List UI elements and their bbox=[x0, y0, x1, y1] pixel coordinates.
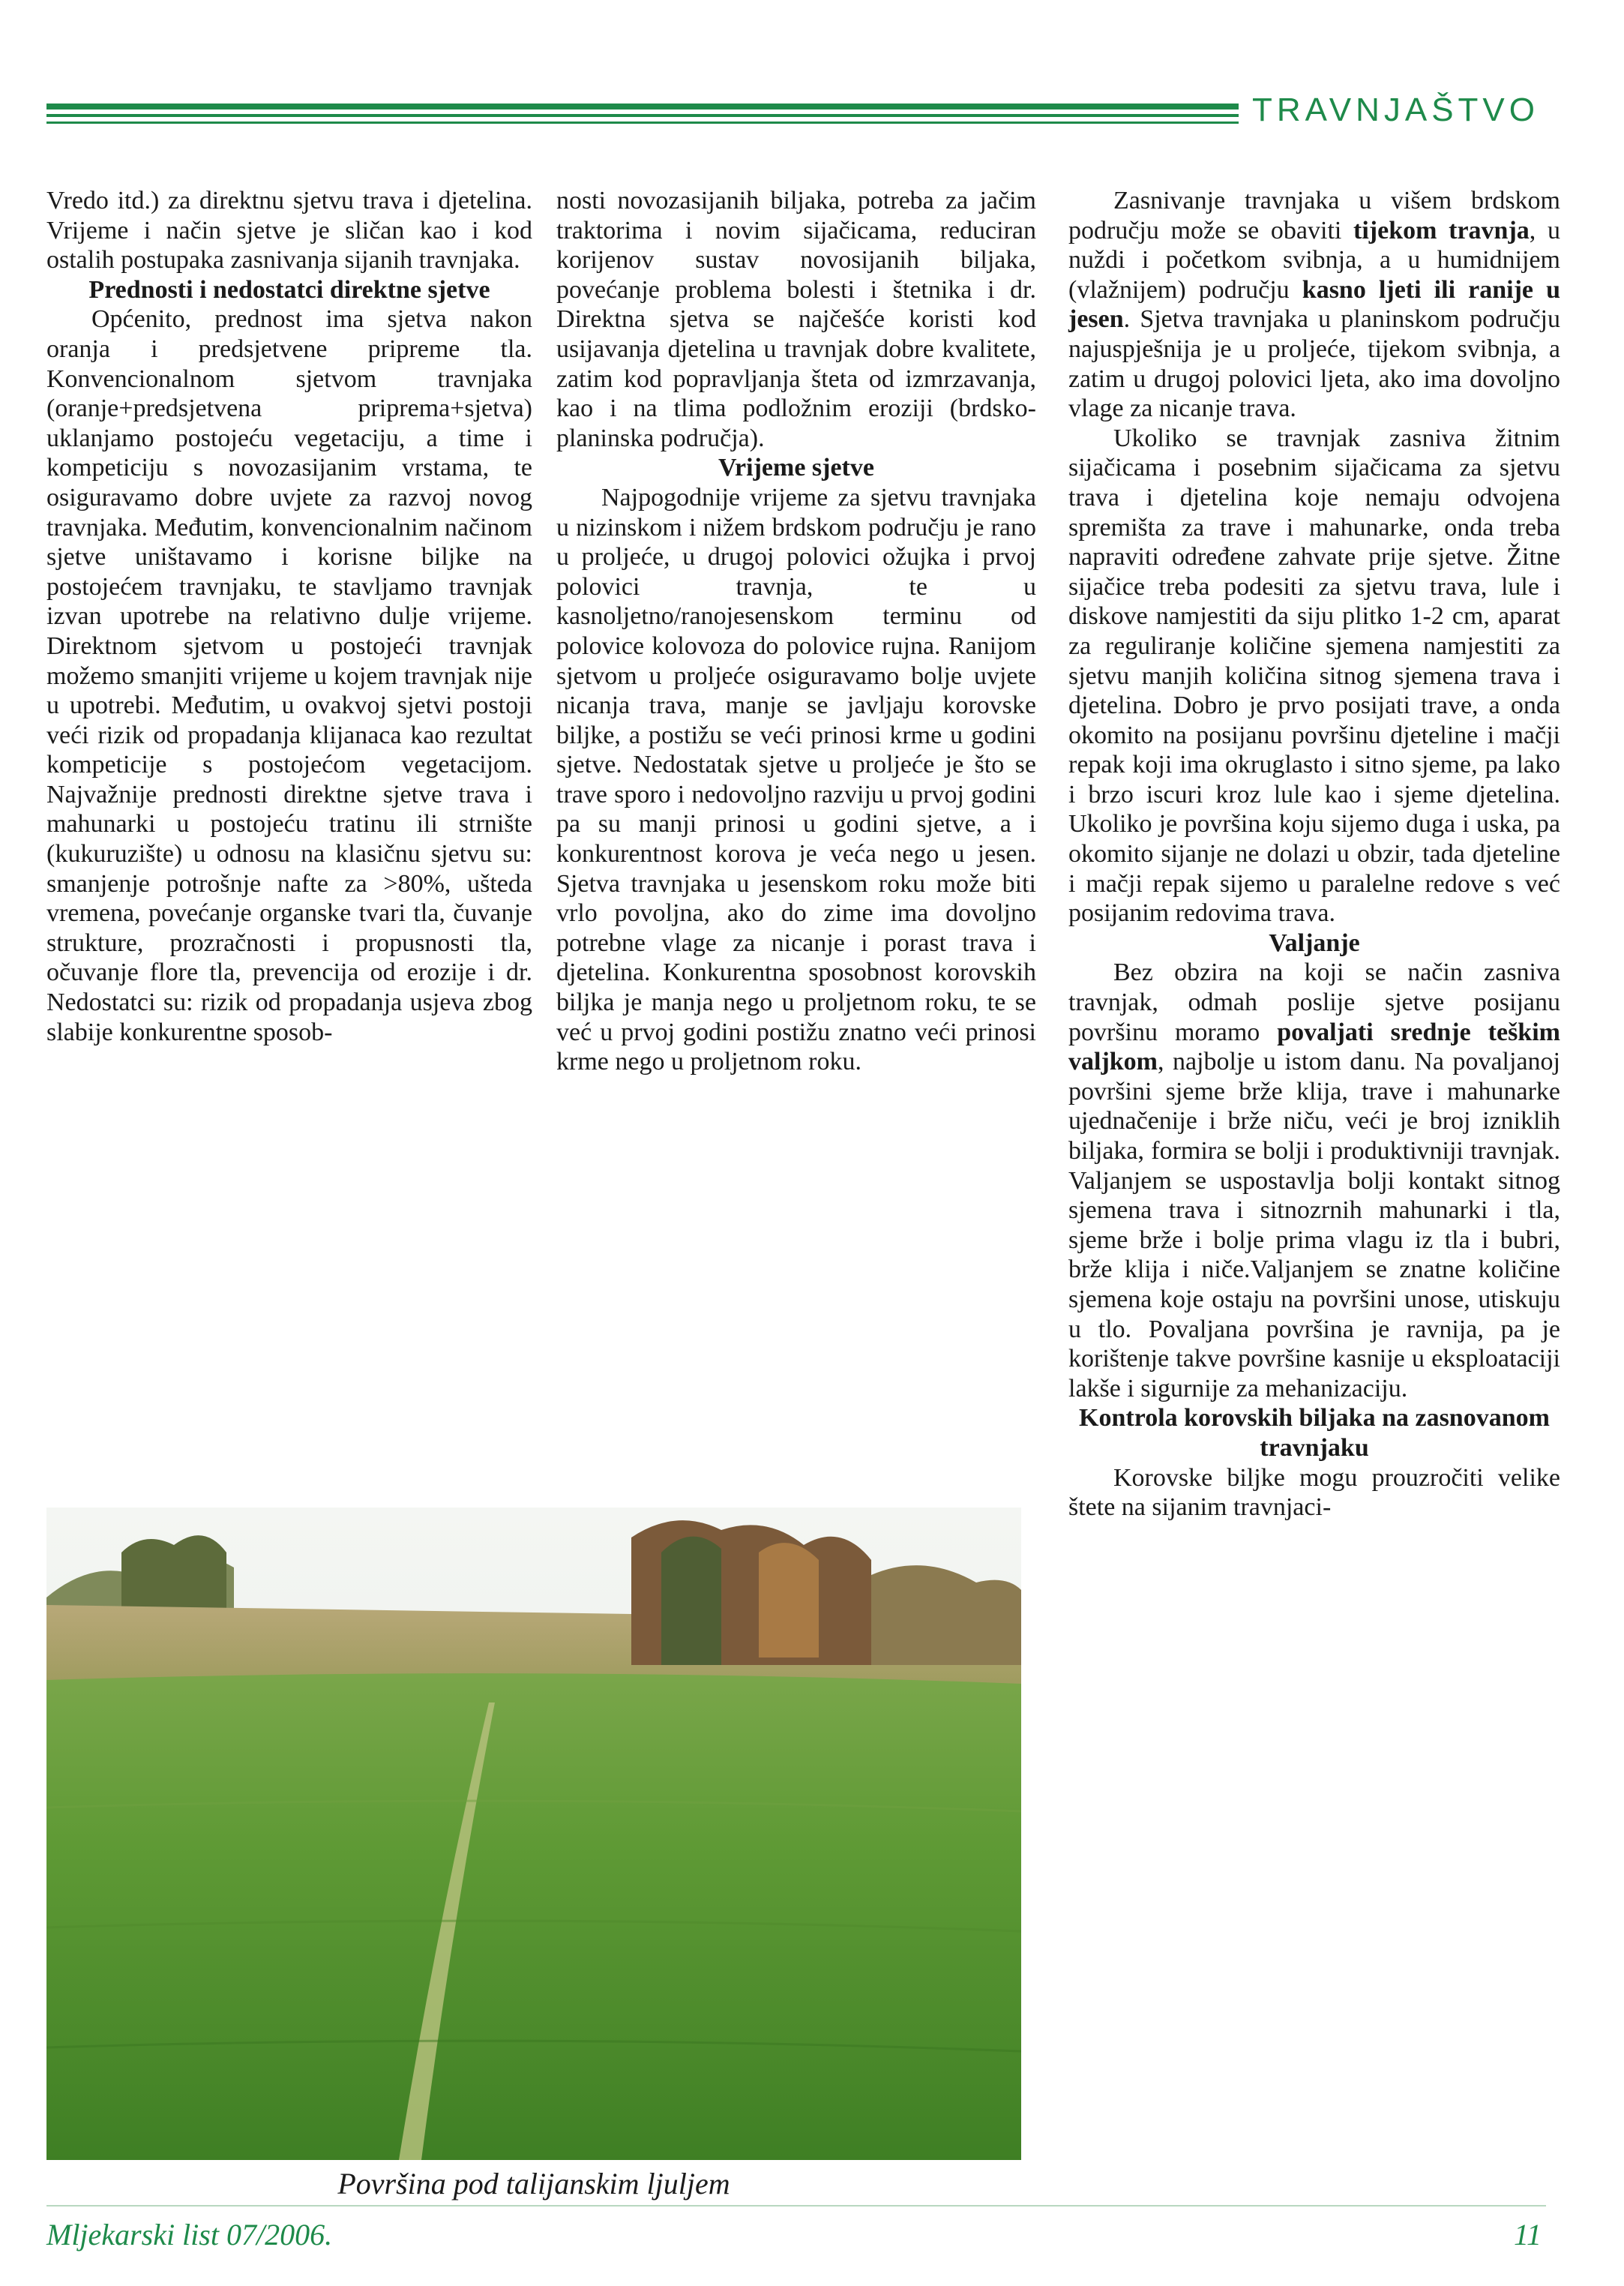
paragraph: Najpogodnije vrijeme za sjetvu travnjaka u nizinskom i nižem brdskom području je rano u proljeće, u drugoj polovici ožujka i prvoj polovici travnja, te u kasnoljetno/ranojesenskom terminu od polovice kolovoza do polovice rujna. Ranijom sjetvom u proljeće osiguravamo bolje uvjete nicanja trava, manje se javljaju korovske biljke, a postižu se veći prinosi krme u godini sjetve. Nedostatak sjetve u proljeće je što se trave sporo i nedovoljno razviju u prvoj godini pa su manji prinosi u godini sjetve, a i konkurentnost korova je veća nego u jesen. Sjetva travnjaka u jesenskom roku može biti vrlo povoljna, ako do zime ima dovoljno potrebne vlage za nicanje i porast trava i djetelina. Konkurentna sposobnost korovskih biljka je manja nego u proljetnom roku, te se već u prvoj godini postižu znatno veći prinosi krme nego u proljetnom roku. bbox=[556, 483, 1036, 1076]
text-column-2 bbox=[556, 186, 1036, 1077]
paragraph: Ukoliko se travnjak zasniva žitnim sijačicama i posebnim sijačicama za sjetvu trava i djetelina koje nemaju odvojena spremišta za trave i mahunarke, onda treba napraviti određene zahvate prije sjetve. Žitne sijačice treba podesiti za sjetvu trava, lule i diskove namjestiti da siju plitko 1-2 cm, aparat za reguliranje količine sjemena namjestiti za sjetvu manjih količina sitnog sjemena trava i djetelina. Dobro je prvo posijati trave, a onda okomito na posijanu površinu djeteline i mačji repak koji ima okruglasto i sitno sjeme, pa lako i brzo iscuri kroz lule kao i sjeme djetelina. Ukoliko je površina koju sijemo duga i uska, pa okomito sijanje ne dolazi u obzir, tada djeteline i mačji repak sijemo u paralelne redove s već posijanim redovima trava. bbox=[1068, 424, 1560, 928]
text-column-3 bbox=[1068, 186, 1560, 1522]
section-title: TRAVNJAŠTVO bbox=[1252, 92, 1540, 128]
footer-rule bbox=[46, 2205, 1546, 2206]
photo-caption: Površina pod talijanskim ljuljem bbox=[337, 2167, 730, 2200]
header-rule-mid bbox=[46, 114, 1239, 117]
paragraph: Bez obzira na koji se način zasniva travnjak, odmah poslije sjetve posijanu površinu moramo povaljati srednje teškim valjkom, najbolje u istom danu. Na povaljanoj površini sjeme brže klija, trave i mahunarke ujednačenije i brže niču, veći je broj izniklih biljaka, formira se bolji i produktivniji travnjak. Valjanjem se uspostavlja bolji kontakt sitnog sjemena trava i sitnozrnih mahunarki i tla, sjeme brže i bolje prima vlagu iz tla i bubri, brže klija i niče.Valjanjem se znatne količine sjemena koje ostaju na površini unose, utiskuju u tlo. Povaljana površina je ravnija, pa je korištenje takve površine kasnije u eksploataciji lakše i sigurnije za mehanizaciju. bbox=[1068, 958, 1560, 1402]
paragraph: Zasnivanje travnjaka u višem brdskom području može se obaviti tijekom travnja, u nuždi i početkom svibnja, a u humidnijem (vlažnijem) području kasno ljeti ili ranije u jesen. Sjetva travnjaka u planinskom području najuspješnija je u proljeće, tijekom svibnja, a zatim u drugoj polovici ljeta, ako ima dovoljno vlage za nicanje trava. bbox=[1068, 187, 1560, 423]
header-rule-thick bbox=[46, 104, 1239, 110]
paragraph: Općenito, prednost ima sjetva nakon oranja i predsjetvene pripreme tla. Konvencionalnom sjetvom travnjaka (oranje+predsjetvena priprema+sjetva) uklanjamo postojeću vegetaciju, a time i kompeticiju s novozasijanim vrstama, te osiguravamo dobre uvjete za razvoj novog travnjaka. Međutim, konvencionalnim načinom sjetve uništavamo i korisne biljke na postojećem travnjaku, te stavljamo travnjak izvan upotrebe na relativno dulje vrijeme. Direktnom sjetvom u postojeći travnjak možemo smanjiti vrijeme u kojem travnjak nije u upotrebi. Međutim, u ovakvoj sjetvi postoji veći rizik od propadanja klijanaca kao rezultat kompeticije s postojećom vegetacijom. Najvažnije prednosti direktne sjetve trava i mahunarki u postojeću tratinu ili strnište (kukuruzište) u odnosu na klasičnu sjetvu su: smanjenje potrošnje nafte za >80%, ušteda vremena, povećanje organske tvari tla, čuvanje strukture, prozračnosti i propusnosti tla, očuvanje flore tla, prevencija od erozije i dr. Nedostatci su: rizik od propadanja usjeva zbog slabije konkurentne sposob- bbox=[46, 305, 532, 1046]
paragraph: Korovske biljke mogu prouzročiti velike štete na sijanim travnjaci- bbox=[1068, 1463, 1560, 1522]
subheading-weed-control: Kontrola korovskih biljaka na zasnovanom travnjaku bbox=[1079, 1404, 1550, 1462]
paragraph: Vredo itd.) za direktnu sjetvu trava i djetelina. Vrijeme i način sjetve je sličan kao i kod ostalih postupaka zasnivanja sijanih travnjaka. bbox=[46, 187, 532, 274]
header-rule-thin bbox=[46, 122, 1239, 124]
field-photo bbox=[46, 1508, 1021, 2160]
publication-name: Mljekarski list 07/2006. bbox=[46, 2218, 333, 2252]
page-number: 11 bbox=[1513, 2218, 1542, 2252]
text-column-1 bbox=[46, 186, 532, 1047]
paragraph: nosti novozasijanih biljaka, potreba za jačim traktorima i novim sijačicama, reduciran korijenov sustav novosijanih biljaka, povećanje problema bolesti i štetnika i dr. Direktna sjetva se najčešće koristi kod usijavanja djetelina u travnjak dobre kvalitete, zatim kod popravljanja šteta od izmrzavanja, kao i na tlima podložnim eroziji (brdsko-planinska područja). bbox=[556, 187, 1036, 452]
subheading-sowing-time: Vrijeme sjetve bbox=[718, 454, 874, 482]
subheading-advantages: Prednosti i nedostatci direktne sjetve bbox=[88, 275, 490, 304]
subheading-rolling: Valjanje bbox=[1269, 928, 1360, 957]
